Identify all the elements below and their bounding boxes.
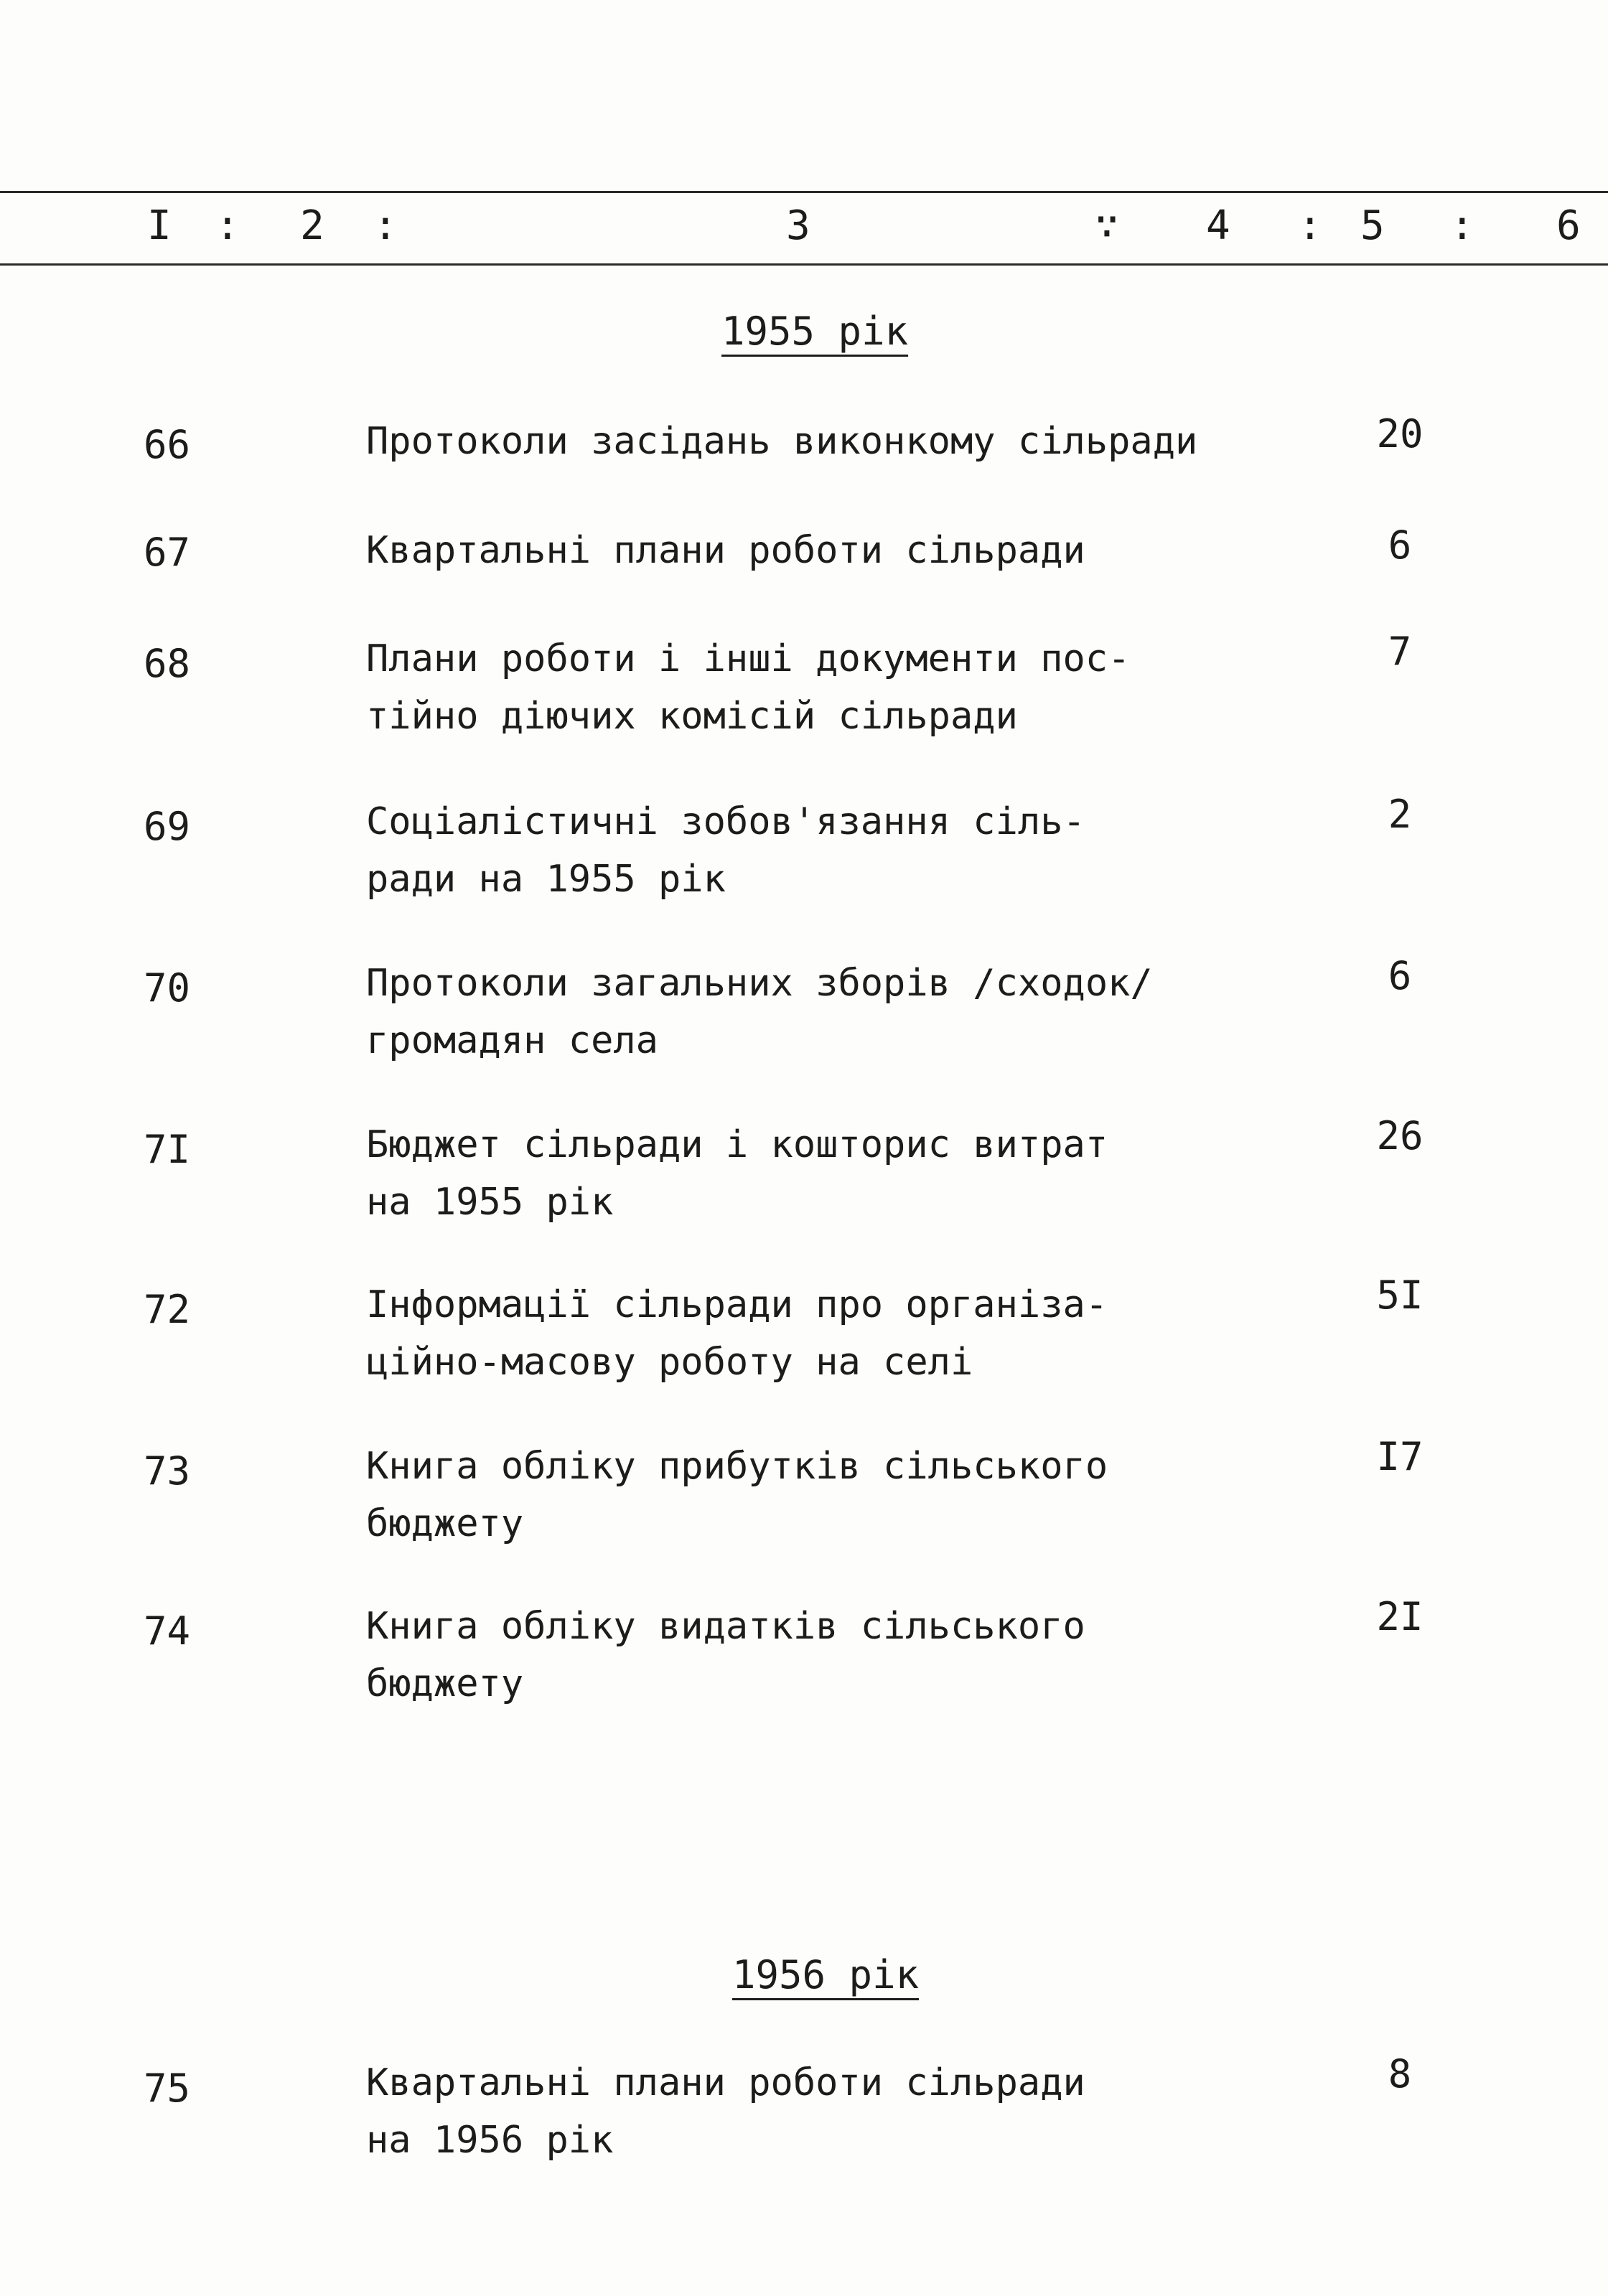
row-sheets: 6: [1388, 953, 1412, 998]
row-number: 66: [144, 422, 191, 467]
col-header-1: I: [147, 202, 172, 249]
col-header-sep: :: [1298, 202, 1322, 249]
row-title-line: Соціалістичні зобов'язання сіль-: [366, 800, 1085, 843]
row-title-line: громадян села: [366, 1019, 658, 1062]
row-number: 75: [144, 2066, 191, 2111]
row-number: 74: [144, 1608, 191, 1654]
row-title-line: Плани роботи і інші документи пос-: [366, 637, 1131, 680]
row-title-line: Протоколи загальних зборів /сходок/: [366, 962, 1153, 1005]
row-title-line: на 1955 рік: [366, 1181, 614, 1224]
row-title-line: Квартальні плани роботи сільради: [366, 2061, 1085, 2104]
col-header-sep-alt: ∵: [1095, 202, 1119, 249]
row-title: [366, 1598, 1299, 1712]
row-title: [366, 413, 1299, 470]
col-header-sep: :: [215, 202, 240, 249]
row-number: 67: [144, 530, 191, 575]
header-top-rule: [0, 191, 1608, 193]
row-sheets: 5I: [1376, 1273, 1424, 1318]
row-sheets: 20: [1376, 411, 1424, 456]
col-header-4: 4: [1206, 202, 1230, 249]
col-header-sep: :: [373, 202, 398, 249]
row-title-line: Протоколи засідань виконкому сільради: [366, 420, 1198, 463]
row-title-line: ційно-масову роботу на селі: [366, 1341, 973, 1384]
row-title-line: Книга обліку видатків сільського: [366, 1605, 1085, 1648]
header-bottom-rule: [0, 263, 1608, 266]
row-number: 7I: [144, 1127, 191, 1172]
row-sheets: I7: [1376, 1434, 1424, 1479]
row-title-line: Бюджет сільради і кошторис витрат: [366, 1123, 1108, 1166]
row-number: 69: [144, 804, 191, 849]
row-title-line: Книга обліку прибутків сільського: [366, 1445, 1108, 1488]
row-title: [366, 1116, 1299, 1231]
row-title: [366, 630, 1299, 745]
row-title: [366, 2054, 1299, 2169]
row-title-line: на 1956 рік: [366, 2119, 614, 2162]
row-sheets: 6: [1388, 523, 1412, 568]
row-title: [366, 1276, 1299, 1391]
row-sheets: 26: [1376, 1113, 1424, 1158]
col-header-5: 5: [1360, 202, 1385, 249]
row-number: 68: [144, 641, 191, 686]
row-title-line: тійно діючих комісій сільради: [366, 695, 1018, 738]
row-number: 72: [144, 1287, 191, 1332]
col-header-2: 2: [300, 202, 324, 249]
col-header-3: 3: [786, 202, 810, 249]
row-number: 70: [144, 965, 191, 1011]
row-title-line: бюджету: [366, 1662, 524, 1705]
row-title: [366, 793, 1299, 908]
row-title: [366, 1438, 1299, 1552]
section-title-1955: 1955 рік: [721, 309, 909, 354]
row-number: 73: [144, 1448, 191, 1494]
row-title: [366, 955, 1299, 1069]
row-sheets: 7: [1388, 629, 1412, 674]
row-title-line: Квартальні плани роботи сільради: [366, 529, 1085, 572]
row-sheets: 8: [1388, 2051, 1412, 2096]
row-title-line: бюджету: [366, 1502, 524, 1545]
section-title-1956: 1956 рік: [732, 1952, 920, 1997]
row-title-line: Інформації сільради про організа-: [366, 1283, 1108, 1326]
col-header-sep: :: [1450, 202, 1474, 249]
row-sheets: 2: [1388, 792, 1412, 837]
row-sheets: 2I: [1376, 1594, 1424, 1639]
row-title-line: ради на 1955 рік: [366, 858, 726, 901]
col-header-6: 6: [1556, 202, 1581, 249]
row-title: [366, 522, 1299, 579]
